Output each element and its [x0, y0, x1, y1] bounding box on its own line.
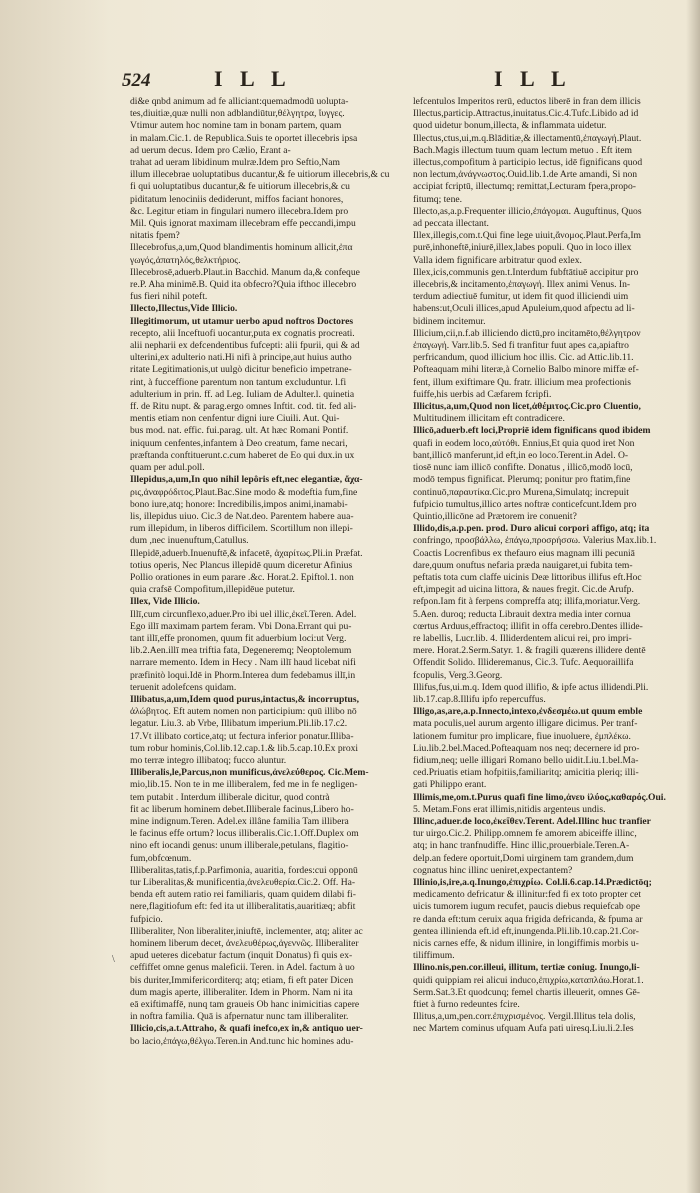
text-line: mata poculis,uel aurum argento illigare dicimus. Per tranf-: [413, 718, 638, 730]
text-line: Serm.Sat.3.Et quodcunq; femel chartis illeuerit, omnes Gē-: [413, 986, 640, 998]
text-line: tiliffimum.: [413, 950, 455, 962]
text-line: lationem fumitur pro implicare, fiue inuoluere, ἐμπλέκω.: [413, 730, 631, 742]
text-line: re danda eft:tum ceruix aqua frigida defricanda, & fpuma ar: [413, 913, 643, 925]
text-line: Illex,illegis,com.t.Qui fine lege uiuit,ἄνομος.Plaut.Perfa,Im: [413, 230, 641, 242]
text-line: tum robur hominis,Col.lib.12.cap.1.& lib.5.cap.10.Ex proxi: [130, 742, 359, 754]
text-line: in malam.Cic.1. de Republica.Suis te oportet illecebris ipsa: [130, 132, 358, 144]
text-line: fidium,neq; uelle illigari Romano bello uidit.Liu.1.bel.Ma-: [413, 754, 639, 766]
text-line: Illepidē,aduerb.Inuenuftē,& infacetē, ἀχαρίτως.Pli.in Præfat.: [130, 547, 363, 559]
text-line: bo lacio,ἐπάγω,θέλγω.Teren.in And.tunc hic homines adu-: [130, 1035, 354, 1047]
text-line: Illex,icis,communis gen.t.Interdum fubftātiuē accipitur pro: [413, 266, 639, 278]
text-line: gati Philippo erant.: [413, 779, 487, 791]
text-line: 5.Aen. duroq; reducta Librauit dextra media inter cornua: [413, 608, 631, 620]
text-line: Valla idem fignificare arbitratur quod exlex.: [413, 254, 582, 266]
text-line: lib.17.cap.8.Illifu ipfo repercuffus.: [413, 693, 546, 705]
running-headword-left: I L L: [214, 66, 292, 91]
text-line: Pollio orationes in eum parare .&c. Horat.2. Epiftol.1. non: [130, 571, 354, 583]
text-line: terdum adiectiuē fumitur, ut idem fit quod illiciendi uim: [413, 291, 629, 303]
page-edge-shading: [0, 0, 110, 1193]
text-line: quod uidetur bonum,illecta, & inflammata uidetur.: [413, 120, 607, 132]
text-line: habens:ut,Oculi illices,apud Apuleium,quod afpectu ad li-: [413, 303, 635, 315]
text-line: ftiet à furno redeuntes fcire.: [413, 999, 520, 1011]
text-line: fum,obfcœnum.: [130, 852, 192, 864]
text-line: mine indignum.Teren. Adel.ex illâne familia Tam illibera: [130, 815, 349, 827]
text-line: bus mod. nat. effic. fui.parag. ult. At hæc Romani Pontif.: [130, 425, 349, 437]
entry-headword-line: Illepidus,a,um,In quo nihil lepôris eft,nec elegantiæ, ἄχα-: [130, 474, 363, 486]
text-line: benda eft autem ratio rei familiaris, quam quidem dilabi fi-: [130, 889, 356, 901]
text-line: continuō,παραυτίκα.Cic.pro Murena,Simulatq; increpuit: [413, 486, 629, 498]
text-line: uicis tumorem iugum recufet, paucis diebus requiefcab ope: [413, 901, 640, 913]
text-line: ἐπαγωγή. Varr.lib.5. Sed fi tranfitur fuut apes ca,apiaftro: [413, 340, 629, 352]
text-line: Bach.Magis illectum tuum quam lectum metuo . Eft item: [413, 144, 633, 156]
entry-headword-line: Illiberalis,le,Parcus,non munificus,ἀνελεύθερος. Cic.Mem-: [130, 767, 369, 779]
text-line: quam per adul.poll.: [130, 462, 205, 474]
text-line: atq; in hanc tranfnudiffe. Hinc illic,prouerbiale.Teren.A-: [413, 840, 630, 852]
text-line: Illecto,as,a.p.Frequenter illicio,ἐπάγομαι. Auguftinus, Quos: [413, 205, 642, 217]
text-line: peftatis tota cum claffe uicinis Deæ littoribus illifus eft.Hoc: [413, 571, 642, 583]
text-line: bis duriter,Immifericorditerq; atq; etiam, fi eft pater Dicen: [130, 974, 354, 986]
text-line: rint, à fucceffione parentum non tantum excluduntur. l.fi: [130, 376, 347, 388]
text-line: dum ,nec inuenuftum,Catullus.: [130, 535, 249, 547]
text-line: legatur. Liu.3. ab Vrbe, Illibatum imperium.Pli.lib.17.c2.: [130, 718, 348, 730]
text-line: fus fieri nihil poteft.: [130, 291, 208, 303]
text-line: mere. Horat.2.Serm.Satyr. 1. & fragili quærens illidere dentē: [413, 645, 646, 657]
text-line: lib.2.Aen.illī mea triftia fata, Degeneremq; Neoptolemum: [130, 645, 352, 657]
text-line: iniquum cenfentes,infantem à Deo creatum, fame necari,: [130, 437, 348, 449]
text-line: tes,diuitiæ,quæ nulli non adblandiūtur,θέλγητρα, ἴυγγες.: [130, 108, 345, 120]
text-line: re.P. Aha minimē.B. Quid ita obfecro?Quia ifthoc illecebro: [130, 279, 357, 291]
text-line: cœrtus Arduus,effractoq; illifit in offa cerebro.Dentes illide-: [413, 620, 643, 632]
text-line: eft,impegit ad uicina littora, & naues fregit. Cic.de Arufp.: [413, 584, 634, 596]
text-line: recepto, alii Inceftuofi uocantur,puta ex cognatis procreati.: [130, 327, 355, 339]
text-line: nere,flagitiofum eft: fed ita ut illiberalitatis,auaritiæq; abfit: [130, 901, 356, 913]
text-line: purē,inhoneftē,iniurē,illex,labes populi. Quo in loco illex: [413, 242, 632, 254]
text-line: illectus,compofitum à participio lectus, idē fignificans quod: [413, 157, 643, 169]
text-line: bono iure,atq; honore: Incredibilis,impos animi,inamabi-: [130, 498, 348, 510]
text-line: di&e qnbd animum ad fe alliciant:quemadmodū uolupta-: [130, 96, 349, 107]
text-line: fent, illum exiftimare Qu. fratr. illicium mea profectionis: [413, 376, 631, 388]
text-line: quia crafsē Compofitum,illepidēue putetur.: [130, 584, 295, 596]
text-line: narrare memento. Idem in Hecy . Nam illī haud licebat nifi: [130, 657, 356, 669]
text-line: 5. Metam.Fons erat illimis,nitidis argenteus undis.: [413, 803, 606, 815]
text-line: &c. Legitur etiam in fingulari numero illecebra.Idem pro: [130, 205, 349, 217]
text-line: 17.Vt illibato cortice,atq; ut fectura inferior ponatur.Illiba-: [130, 730, 354, 742]
entry-headword-line: Illecto,Illectus,Vide Illicio.: [130, 303, 238, 315]
text-line: eā exiftimaffē, nunq tam graueis Ob hanc inimicitias capere: [130, 999, 360, 1011]
text-line: refpon.Iam fit à ferpens compreffa atq; illifa,moriatur.Verg.: [413, 596, 641, 608]
entry-headword-line: Illinio,is,ire,a.q.Inungo,ἐπιχρίω. Col.li.6.cap.14.Prædictōq;: [413, 877, 652, 888]
text-line: tem putabit . Interdum illiberale dicitur, quod contrà: [130, 791, 330, 803]
text-line: ced.Priuatis etiam hofpitiis,familiaritq; amicitia pleriq; illi-: [413, 767, 639, 779]
text-line: ad peccata illectant.: [413, 218, 489, 230]
text-line: dum magis aperte, illiberaliter. Idem in Phorm. Nam ni ita: [130, 986, 353, 998]
text-line: Ego illī maximam partem feram. Vbi Dona.Errant qui pu-: [130, 620, 352, 632]
text-line: hominem liberum decet, ἀνελευθέρως,ἀγεννῶς. Illiberaliter: [130, 938, 359, 950]
text-line: ad uerum decus. Idem pro Cælio, Erant a-: [130, 144, 291, 156]
text-line: dare,quum onuftus nefaria præda nauigaret,ui fubita tem-: [413, 559, 633, 571]
text-line: bidinem incitemur.: [413, 315, 486, 327]
text-line: Quintio,illicōne ad Prætorem ire conuenit?: [413, 510, 577, 522]
entry-headword-line: Illicitus,a,um,Quod non licet,ἀθέμιτος.Cic.pro Cluentio,: [413, 401, 641, 413]
text-line: Illectus,ctus,ui,m.q.Blāditiæ,& illectamentū,ἐπαγωγή.Plaut.: [413, 132, 642, 144]
text-line: confringo, προσβάλλω, ἐπάγω,προσρήσσω. Valerius Max.lib.1.: [413, 535, 657, 547]
text-line: nitatis fpem?: [130, 230, 180, 242]
text-line: quidi quippiam rei alicui induco,ἐπιχρίω,καταπλάω.Horat.1.: [413, 974, 644, 986]
text-line: nicis carnes effe, & nidum illinire, in longiffimis morbis u-: [413, 938, 639, 950]
text-line: præfinitò loqui.Idē in Phorm.Interea dum fedebamus illī,in: [130, 669, 356, 681]
page-number: 524: [122, 70, 151, 91]
text-line: adulterium in prin. ff. ad Leg. Iuliam de Adulter.l. quinetia: [130, 388, 355, 400]
text-line: gentea illinienda eft.id eft,inungenda.Pli.lib.10.cap.21.Cor-: [413, 925, 640, 937]
text-line: ulterini,ex adulterio nati.Hi nifi à principe,aut huius autho: [130, 352, 352, 364]
text-line: fufpicio.: [130, 913, 163, 925]
text-line: non lectum,ἀνάγνωστος.Ouid.lib.1.de Arte amandi, Si non: [413, 169, 638, 181]
text-line: tur uirgo.Cic.2. Philipp.omnem fe amorem abiceiffe illinc,: [413, 828, 637, 840]
text-line: Illitus,a,um,pen.corr.ἐπιχρισμένος. Vergil.Illitus tela dolis,: [413, 1011, 636, 1023]
text-line: Pofteaquam mihi literæ,à Cornelio Balbo minore miffæ ef-: [413, 364, 639, 376]
text-line: ritate Legitimationis,ut uulgò dicitur beneficio impetrane-: [130, 364, 352, 376]
text-line: mentis etiam non cenfentur digni iure Ciuili. Aut. Qui-: [130, 413, 340, 425]
text-line: mo terræ integro illibatoq; fucco aluntur.: [130, 754, 287, 766]
text-line: Vtimur autem hoc nomine tam in bonam partem, quam: [130, 120, 342, 132]
text-line: tant illī,effe pronomen, quum fit aduerbium loci:ut Verg.: [130, 632, 347, 644]
text-line: illecebris,& incitamento,ἐπαγωγή. Illex animi Venus. In-: [413, 279, 631, 291]
text-line: ceffiffet omne genus maleficii. Teren. in Adel. factum à uo: [130, 962, 355, 974]
text-line: medicamento defricatur & illinitur:fed fi ex toto propter cet: [413, 889, 642, 901]
text-line: in noftra familia. Quā is afpernatur nunc tam illiberaliter.: [130, 1011, 349, 1023]
text-line: ff. de Ritu nupt. & parag.ergo omnes Inftit. cod. tit. fed ali-: [130, 401, 357, 413]
text-line: bant,illicō manferunt,id eft,in eo loco.Terent.in Adel. O-: [413, 449, 629, 461]
entry-headword-line: Illino.nis,pen.cor.illeui, illitum, tertiæ coniug. Inungo,li-: [413, 962, 640, 974]
text-line: tiosē nunc iam illicō confifte. Donatus , illicō,modō locū,: [413, 462, 633, 474]
entry-headword-line: Illegitimorum, ut utamur uerbo apud noftros Doctores: [130, 315, 354, 327]
text-line: Multitudinem illicitam eft contradicere.: [413, 413, 565, 425]
entry-headword-line: Illimis,me,om.t.Purus quafi fine limo,ἀνευ ἰλύος,καθαρός.Oui.: [413, 791, 666, 803]
text-line: rum illepidum, in liberos difficilem. Scortillum non illepi-: [130, 523, 353, 535]
text-line: Illecebrosē,aduerb.Plaut.in Bacchid. Manum da,& confeque: [130, 266, 360, 278]
text-line: piditatum lenociniis dediderunt, miffos faciant honores,: [130, 193, 344, 205]
text-line: præftanda conftituerunt.c.cum haberet de Eo qui dux.in ux: [130, 449, 355, 461]
entry-headword-line: Illibatus,a,um,Idem quod purus,intactus,& incorruptus,: [130, 693, 359, 705]
text-line: Illectus,particip.Attractus,inuitatus.Cic.4.Tufc.Libido ad id: [413, 108, 639, 120]
text-line: fi qui uoluptatibus ducantur,& fe uitiorum illecebris,& cu: [130, 181, 350, 193]
text-line: Illecebrofus,a,um,Quod blandimentis hominum allicit,ἐπα: [130, 242, 353, 254]
text-line: quafi in eodem loco,αὐτόθι. Ennius,Et quia quod iret Non: [413, 437, 635, 449]
text-line: re labellis, Lucr.lib. 4. Illiderdentem alicui rei, pro impri-: [413, 632, 632, 644]
text-line: Mil. Quis ignorat maximam illecebram effe peccandi,impu: [130, 218, 356, 230]
text-line: Liu.lib.2.bel.Maced.Pofteaquam nos neq; decernere id pro-: [413, 742, 640, 754]
text-line: fufpicio tumultus,illico artes noftræ conticefcunt.Idem pro: [413, 498, 637, 510]
text-line: mio,lib.15. Non te in me illiberalem, fed me in fe negligen-: [130, 779, 358, 791]
entry-headword-line: Illicio,cis,a.t.Attraho, & quafi inefco,ex in,& antiquo uer-: [130, 1023, 363, 1035]
text-line: fit ac liberum hominem debet.Illiberale facinus,Libero ho-: [130, 803, 354, 815]
text-line: Illifus,fus,ui.m.q. Idem quod illifio, & ipfe actus illidendi.Pli.: [413, 681, 649, 693]
text-line: nino eft iocandi genus: unum illiberale,petulans, flagitio-: [130, 840, 349, 852]
text-line: le facinus effe ortum? locus illiberalis.Cic.1.Off.Duplex om: [130, 828, 359, 840]
text-line: Illicium,cii,n.f.ab illiciendo dictū,pro incitamēto,θέλγητρον: [413, 327, 641, 339]
text-line: fuiffe,his uerbis ad Cæfarem fcripfi.: [413, 388, 552, 400]
text-line: fcopulis, Verg.3.Georg.: [413, 669, 503, 681]
text-line: alii nepharii ex defcendentibus fufcepti: alii fpurii, qui & ad: [130, 340, 360, 352]
text-line: illum illecebrae uoluptatibus ducantur,& fe uitiorum illecebris,& cu: [130, 169, 390, 181]
text-line: Offendit Solido. Illideremanus, Cic.3. Tufc. Aequoraillifa: [413, 657, 634, 669]
text-line: lefcentulos Imperitos rerū, eductos liberē in fran dem illicis: [413, 96, 641, 107]
right-column: [413, 96, 685, 1176]
text-line: ρις,ἀναφρόδιτος.Plaut.Bac.Sine modo & modeftia fum,fine: [130, 486, 358, 498]
text-line: modō tempus fignificat. Plerumq; ponitur pro ftatim,fine: [413, 474, 631, 486]
text-line: totius operis, Nec Plancus illepidē quum diceretur Afinius: [130, 559, 353, 571]
text-line: γωγός,ἀπατηλός,θελκτήριος.: [130, 254, 241, 266]
text-line: perfricandum, quod illicium hoc illis. Cic. ad Attic.lib.11.: [413, 352, 634, 364]
page-gutter-shadow: [686, 0, 700, 1193]
text-line: Illī,cum circunflexo,aduer.Pro ibi uel illic,ἐκεῖ.Teren. Adel.: [130, 608, 357, 620]
running-headword-right: I L L: [494, 66, 572, 91]
text-line: delp.an federe oportuit,Domi uirginem tam grandem,dum: [413, 852, 634, 864]
margin-mark: \: [112, 954, 115, 965]
entry-headword-line: Illigo,as,are,a.p.Innecto,intexo,ἐνδεσμέω.ut quum emble: [413, 706, 643, 718]
text-line: Illiberaliter, Non liberaliter,iniuftē, inclementer, atq; aliter ac: [130, 925, 363, 937]
text-line: ἀλώβητος. Eft autem nomen non participium: quū illibo nō: [130, 706, 357, 718]
text-line: Coactis Locrenfibus ex thefauro eius magnam illi pecuniā: [413, 547, 635, 559]
entry-headword-line: Illinc,aduer.de loco,ἐκεῖθεν.Terent. Adel.Illinc huc tranfier: [413, 815, 651, 827]
text-line: fitumq; tene.: [413, 193, 463, 205]
text-line: teruenit adolefcens quidam.: [130, 681, 237, 693]
text-line: apud ueteres dicebatur factum (inquit Donatus) fi quis ex-: [130, 950, 353, 962]
text-line: accipiat fcriptū, illectumq; remittat,Lecturam fpera,propo-: [413, 181, 636, 193]
entry-headword-line: Illex, Vide Illicio.: [130, 596, 200, 608]
text-line: Illiberalitas,tatis,f.p.Parfimonia, auaritia, fordes:cui opponū: [130, 864, 358, 876]
left-column: [130, 96, 402, 1176]
text-line: nec Martem cominus ufquam Aufa pati uiresq.Liu.li.2.Ies: [413, 1023, 634, 1035]
text-line: lis, illepidus uiuo. Cic.3 de Nat.deo. Parentem habere aua-: [130, 510, 354, 522]
entry-headword-line: Illicō,aduerb.eft loci,Propriē idem fignificans quod ibidem: [413, 425, 651, 437]
text-line: cognatus hinc illinc ueniret,expectantem?: [413, 864, 573, 876]
text-line: trahat ad ueram libidinum mulræ.Idem pro Seftio,Nam: [130, 157, 340, 169]
page-header: [0, 66, 700, 94]
text-line: tur Liberalitas,& munificentia,ἀνελευθερία.Cic.2. Off. Ha-: [130, 877, 356, 888]
entry-headword-line: Illido,dis,a.p.pen. prod. Duro alicui corpori affigo, atq; ita: [413, 523, 650, 535]
